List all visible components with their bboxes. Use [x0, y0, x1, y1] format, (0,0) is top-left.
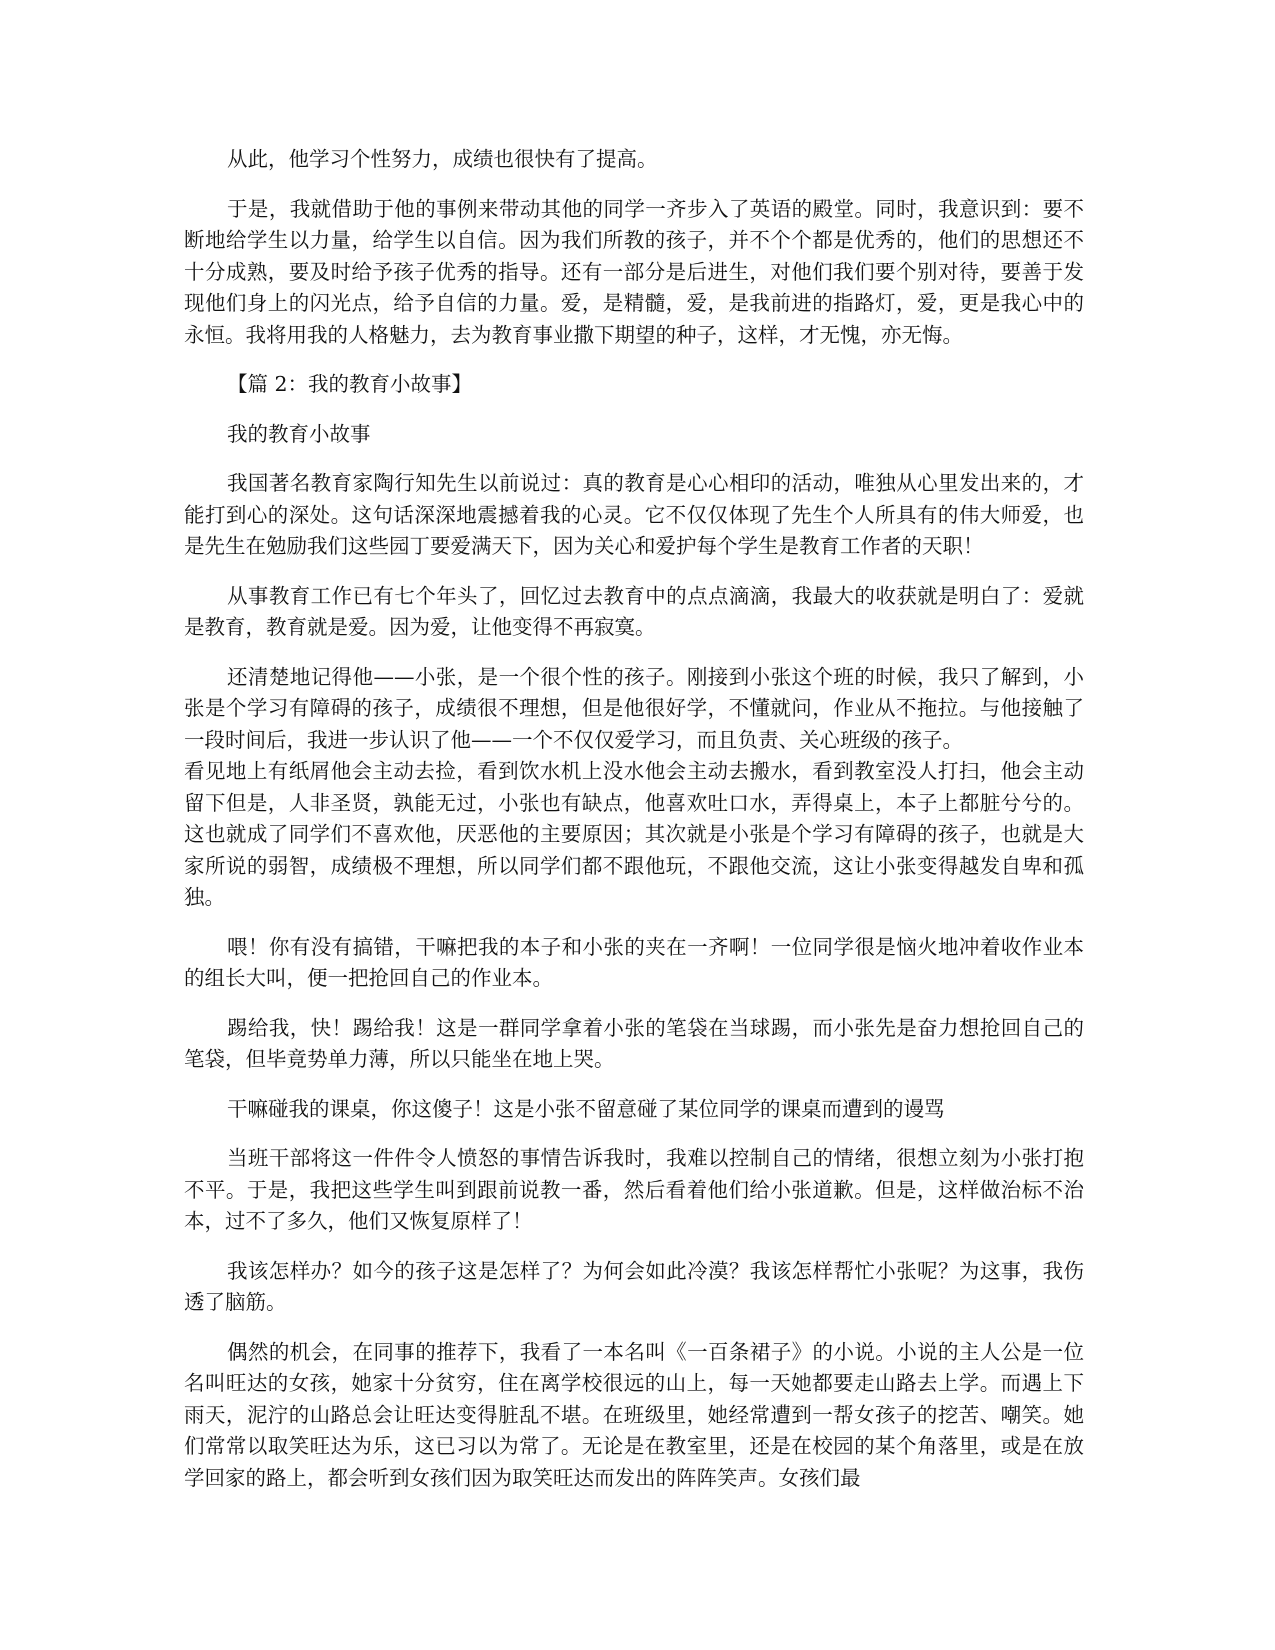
paragraph: 踢给我，快！踢给我！这是一群同学拿着小张的笔袋在当球踢，而小张先是奋力想抢回自己的笔袋，但毕竟势单力薄，所以只能坐在地上哭。: [184, 1015, 1084, 1071]
paragraph: 从事教育工作已有七个年头了，回忆过去教育中的点点滴滴，我最大的收获就是明白了：爱就是教育，教育就是爱。因为爱，让他变得不再寂寞。: [184, 583, 1084, 639]
paragraph: 还清楚地记得他——小张，是一个很个性的孩子。刚接到小张这个班的时候，我只了解到，小张是个学习有障碍的孩子，成绩很不理想，但是他很好学，不懂就问，作业从不拖拉。与他接触了一段时间后，我进一步认识了他——一个不仅仅爱学习，而且负责、关心班级的孩子。 看见地上有纸屑他会主动去捡，看到饮水机上没水他会主动去搬水，看到教室没人打扫，他会主动留下但是，人非圣贤，孰能无过，小张也有缺点，他喜欢吐口水，弄得桌上，本子上都脏兮兮的。这也就成了同学们不喜欢他，厌恶他的主要原因；其次就是小张是个学习有障碍的孩子，也就是大家所说的弱智，成绩极不理想，所以同学们都不跟他玩，不跟他交流，这让小张变得越发自卑和孤独。: [184, 664, 1084, 909]
paragraph: 我国著名教育家陶行知先生以前说过：真的教育是心心相印的活动，唯独从心里发出来的，才能打到心的深处。这句话深深地震撼着我的心灵。它不仅仅体现了先生个人所具有的伟大师爱，也是先生在勉励我们这些园丁要爱满天下，因为关心和爱护每个学生是教育工作者的天职！: [184, 471, 1084, 558]
paragraph: 我该怎样办？如今的孩子这是怎样了？为何会如此冷漠？我该怎样帮忙小张呢？为这事，我伤透了脑筋。: [184, 1258, 1084, 1314]
paragraph: 干嘛碰我的课桌，你这傻子！这是小张不留意碰了某位同学的课桌而遭到的谩骂: [227, 1096, 945, 1121]
paragraph: 喂！你有没有搞错，干嘛把我的本子和小张的夹在一齐啊！一位同学很是恼火地冲着收作业本的组长大叫，便一把抢回自己的作业本。: [184, 934, 1084, 990]
story-title: 我的教育小故事: [227, 421, 371, 446]
paragraph: 于是，我就借助于他的事例来带动其他的同学一齐步入了英语的殿堂。同时，我意识到：要不断地给学生以力量，给学生以自信。因为我们所教的孩子，并不个个都是优秀的，他们的思想还不十分成熟，要及时给予孩子优秀的指导。还有一部分是后进生，对他们我们要个别对待，要善于发现他们身上的闪光点，给予自信的力量。爱，是精髓，爱，是我前进的指路灯，爱，更是我心中的永恒。我将用我的人格魅力，去为教育事业撒下期望的种子，这样，才无愧，亦无悔。: [184, 196, 1084, 347]
paragraph: 从此，他学习个性努力，成绩也很快有了提高。: [227, 147, 658, 171]
paragraph: 当班干部将这一件件令人愤怒的事情告诉我时，我难以控制自己的情绪，很想立刻为小张打抱不平。于是，我把这些学生叫到跟前说教一番，然后看着他们给小张道歉。但是，这样做治标不治本，过不了多久，他们又恢复原样了！: [184, 1146, 1084, 1233]
section-heading: 【篇 2：我的教育小故事】: [227, 372, 473, 396]
paragraph: 偶然的机会，在同事的推荐下，我看了一本名叫《一百条裙子》的小说。小说的主人公是一位名叫旺达的女孩，她家十分贫穷，住在离学校很远的山上，每一天她都要走山路去上学。而遇上下雨天，泥泞的山路总会让旺达变得脏乱不堪。在班级里，她经常遭到一帮女孩子的挖苦、嘲笑。她们常常以取笑旺达为乐，这已习以为常了。无论是在教室里，还是在校园的某个角落里，或是在放学回家的路上，都会听到女孩们因为取笑旺达而发出的阵阵笑声。女孩们最: [184, 1339, 1084, 1490]
document-page: [184, 144, 1084, 1512]
